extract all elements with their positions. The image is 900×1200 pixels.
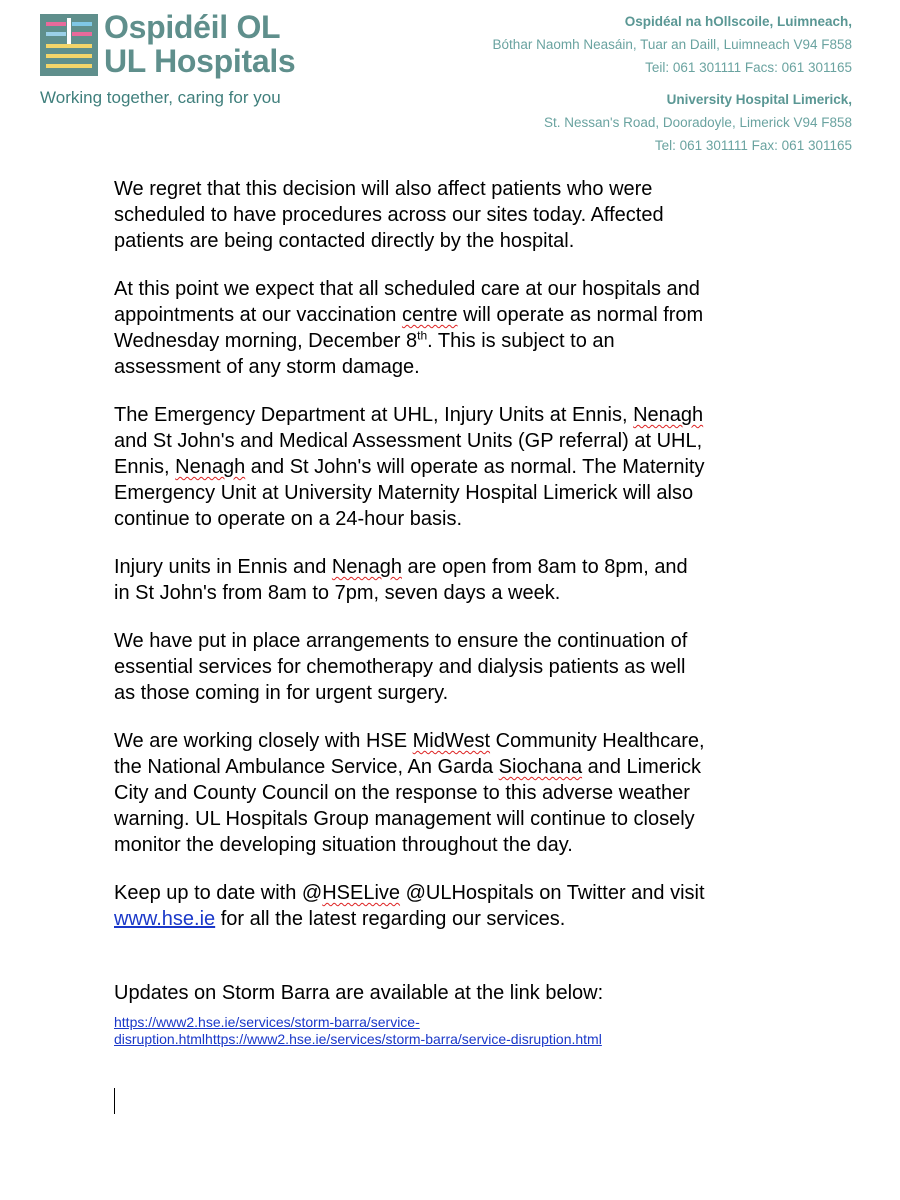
text-line: scheduled to have procedures across our sites today. Affected — [114, 204, 664, 226]
spellcheck-word: Nenagh — [633, 404, 704, 426]
logo-wordmark — [104, 10, 295, 78]
text-line: Keep up to date with @HSELive @ULHospitals on Twitter and visit — [114, 882, 705, 904]
text-line: the National Ambulance Service, An Garda Siochana and Limerick — [114, 756, 702, 778]
storm-barra-url-line-2[interactable]: disruption.htmlhttps://www2.hse.ie/services/storm-barra/service-disruption.html — [114, 1031, 602, 1047]
tagline: Working together, caring for you — [40, 88, 281, 107]
text-line: Wednesday morning, December 8th. This is subject to an — [114, 328, 615, 352]
paragraph-keep-updated — [114, 880, 814, 932]
address-english-street: St. Nessan's Road, Dooradoyle, Limerick V94 F858 — [544, 115, 852, 130]
text-line: monitor the developing situation throughout the day. — [114, 834, 573, 856]
text-line: Injury units in Ennis and Nenagh are open from 8am to 8pm, and — [114, 556, 688, 578]
text-line: and St John's and Medical Assessment Units (GP referral) at UHL, — [114, 430, 703, 452]
address-irish-name: Ospidéal na hOllscoile, Luimneach, — [624, 14, 852, 29]
paragraph-partners — [114, 728, 814, 858]
spellcheck-word: centre — [401, 304, 458, 326]
text-line: as those coming in for urgent surgery. — [114, 682, 449, 704]
text-line: essential services for chemotherapy and dialysis patients as well — [114, 656, 686, 678]
address-irish-phone: Teil: 061 301111 Facs: 061 301165 — [645, 60, 852, 75]
text-line: We have put in place arrangements to ensure the continuation of — [114, 630, 688, 652]
text-cursor — [114, 1088, 115, 1114]
text-line: We regret that this decision will also affect patients who were — [114, 178, 653, 200]
text-line: Updates on Storm Barra are available at the link below: — [114, 982, 604, 1004]
text-line: appointments at our vaccination centre will operate as normal from — [114, 304, 704, 326]
text-line: in St John's from 8am to 7pm, seven days a week. — [114, 582, 561, 604]
hospital-logo-icon — [40, 14, 98, 76]
logo-line-english: UL Hospitals — [104, 43, 296, 79]
logo-line-irish: Ospidéil OL — [104, 9, 281, 45]
text-line: assessment of any storm damage. — [114, 356, 420, 378]
text-line: continue to operate on a 24-hour basis. — [114, 508, 463, 530]
storm-barra-url-line-1[interactable]: https://www2.hse.ie/services/storm-barra/service- — [114, 1014, 420, 1030]
text-line: warning. UL Hospitals Group management will continue to closely — [114, 808, 695, 830]
address-english-name: University Hospital Limerick, — [666, 92, 852, 107]
text-line: Ennis, Nenagh and St John's will operate as normal. The Maternity — [114, 456, 705, 478]
address-irish-street: Bóthar Naomh Neasáin, Tuar an Daill, Luimneach V94 F858 — [492, 37, 852, 52]
updates-text — [114, 980, 814, 1006]
address-english — [544, 88, 852, 157]
address-irish — [493, 10, 852, 79]
spellcheck-word: Nenagh — [175, 456, 246, 478]
paragraph-injury-units — [114, 554, 814, 606]
text-line: Emergency Unit at University Maternity Hospital Limerick will also — [114, 482, 694, 504]
text-line: www.hse.ie for all the latest regarding our services. — [114, 908, 566, 930]
storm-barra-links — [114, 1014, 814, 1048]
spellcheck-word: MidWest — [412, 730, 491, 752]
text-line: At this point we expect that all scheduled care at our hospitals and — [114, 278, 700, 300]
paragraph-emergency — [114, 402, 814, 532]
paragraph-scheduled-care — [114, 276, 814, 380]
text-line: The Emergency Department at UHL, Injury Units at Ennis, Nenagh — [114, 404, 704, 426]
hse-website-link[interactable]: www.hse.ie — [114, 908, 216, 930]
spellcheck-word: Siochana — [498, 756, 583, 778]
paragraph-procedures — [114, 176, 814, 254]
text-line: City and County Council on the response to this adverse weather — [114, 782, 690, 804]
text-line: We are working closely with HSE MidWest Community Healthcare, — [114, 730, 705, 752]
document-body[interactable] — [114, 176, 814, 1048]
text-line: patients are being contacted directly by the hospital. — [114, 230, 575, 252]
address-english-phone: Tel: 061 301111 Fax: 061 301165 — [654, 138, 852, 153]
spellcheck-word: Nenagh — [331, 556, 402, 578]
spellcheck-word: HSELive — [322, 882, 401, 904]
paragraph-arrangements — [114, 628, 814, 706]
